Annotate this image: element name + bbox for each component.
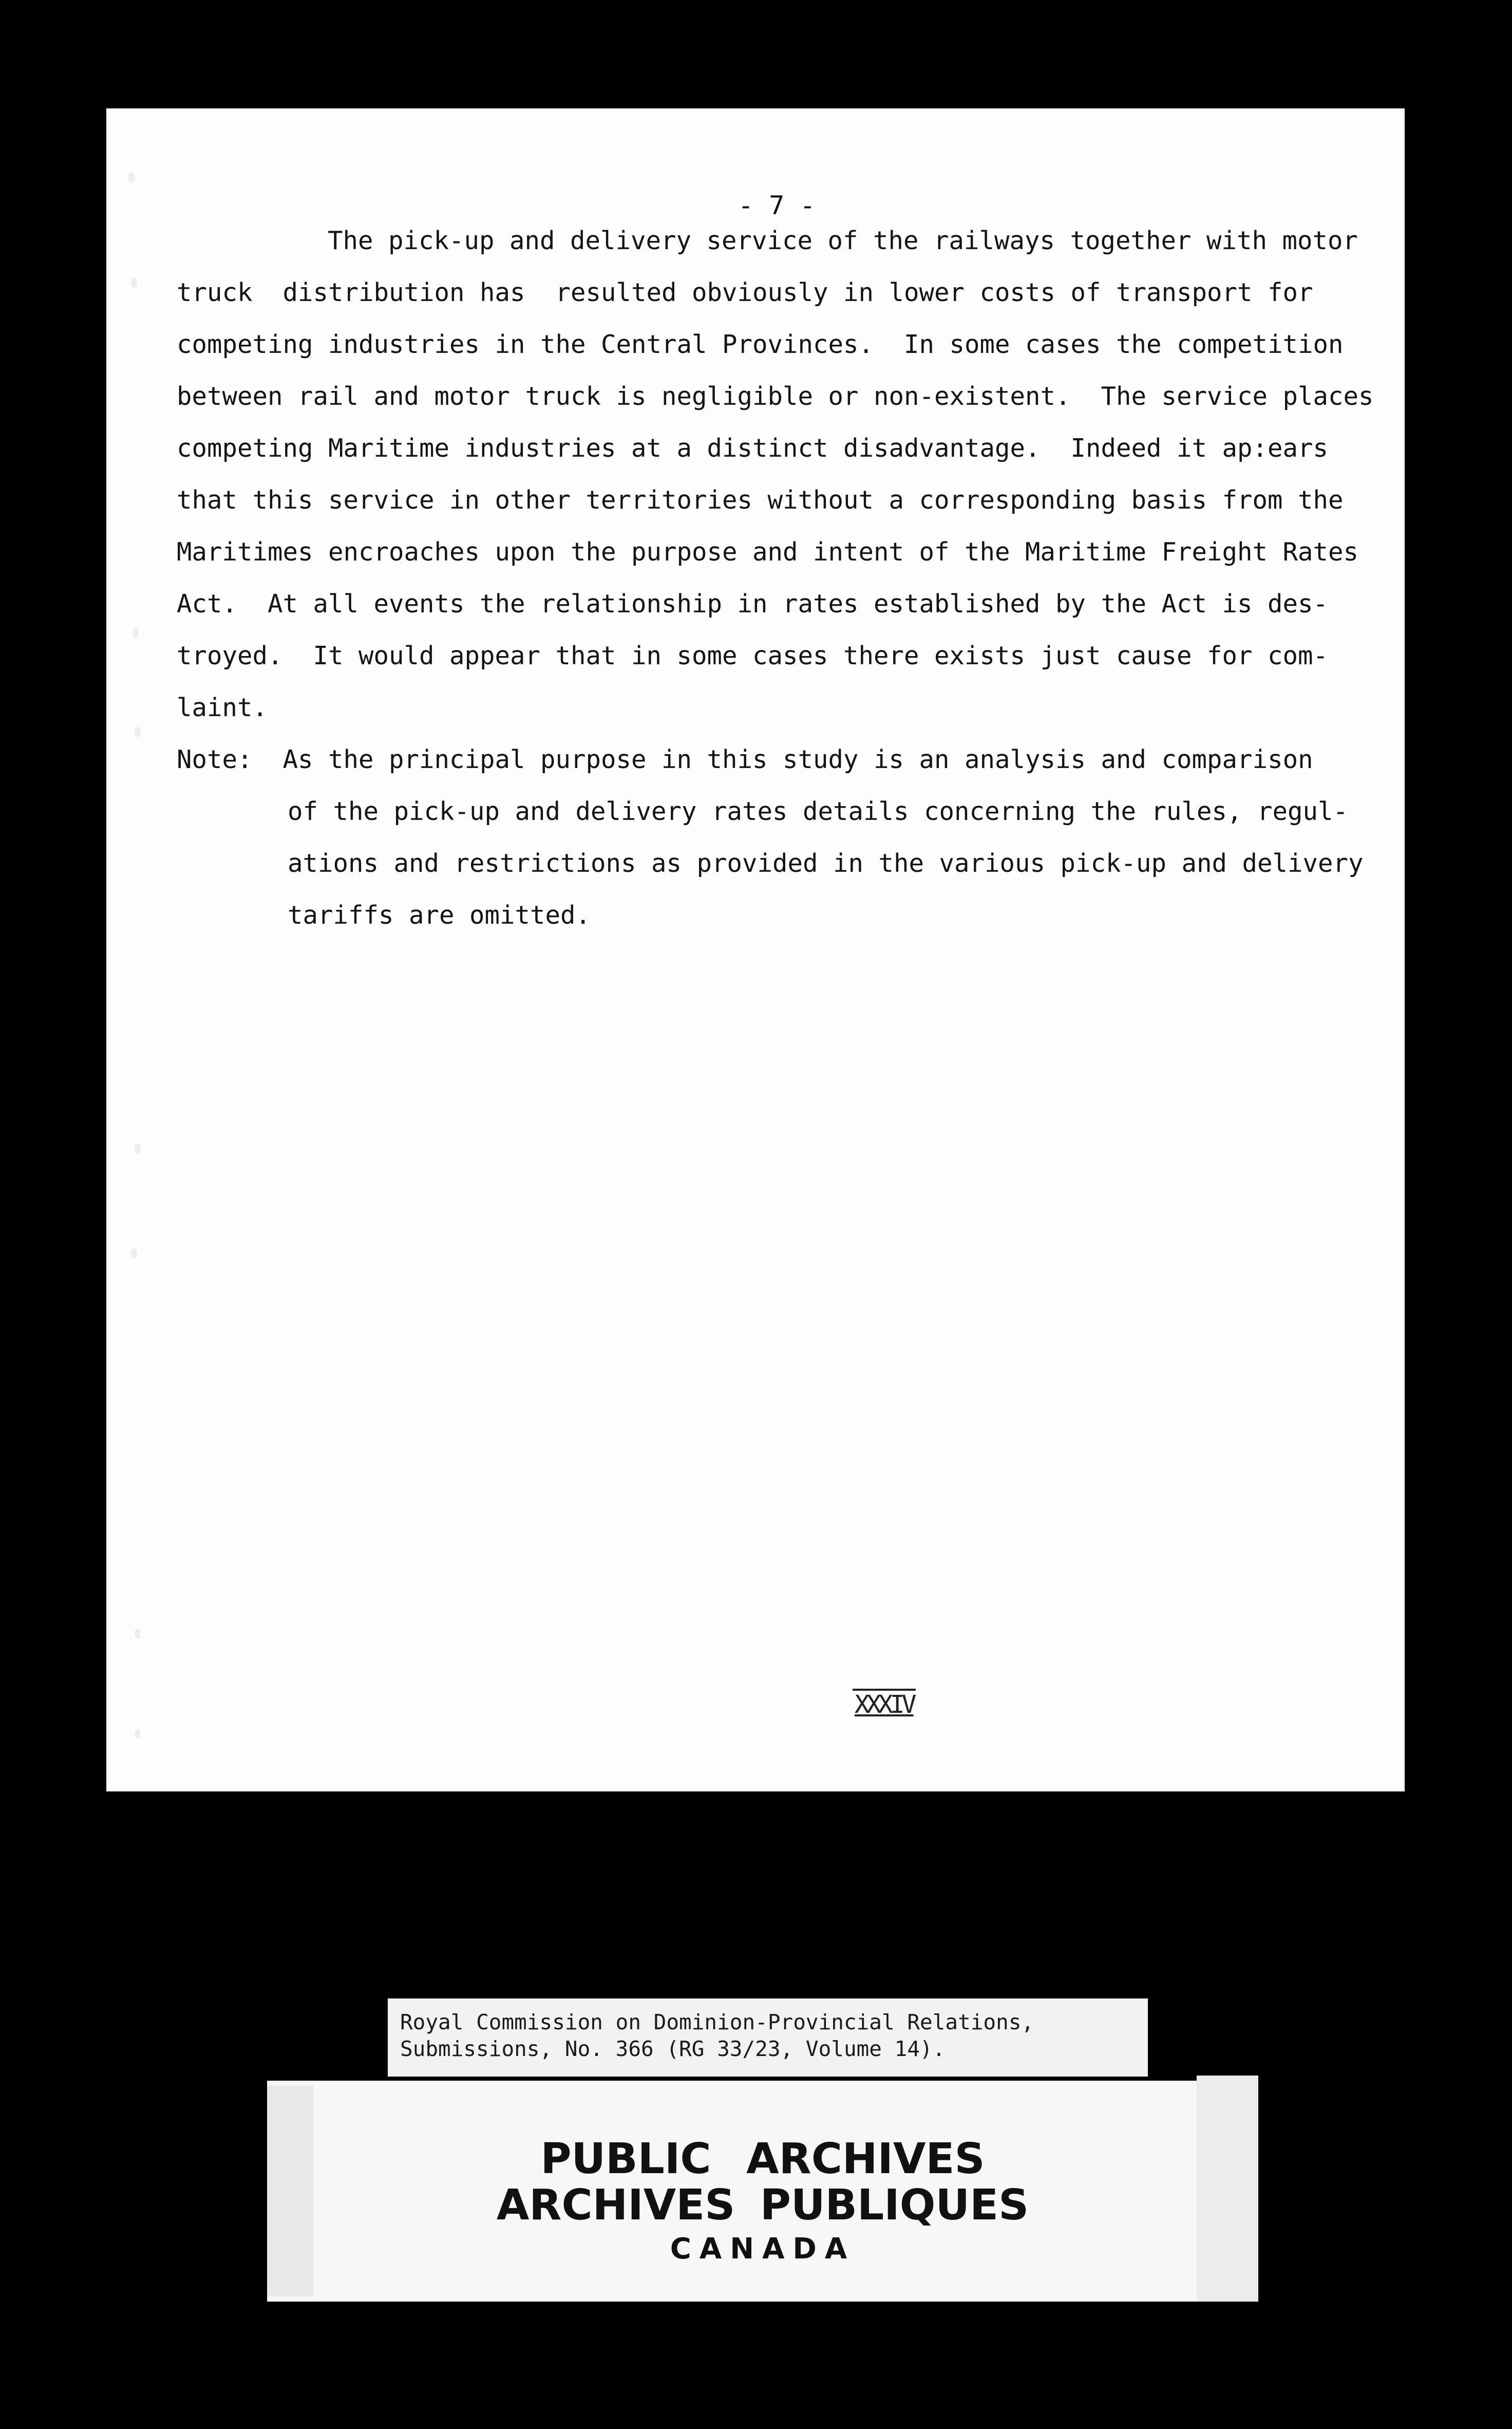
page-number: - 7 - xyxy=(738,191,816,220)
note-line: tariffs are omitted. xyxy=(288,901,591,930)
note-line: of the pick-up and delivery rates details concerning the rules, regul- xyxy=(288,797,1349,826)
citation-card xyxy=(388,1998,1148,2077)
note-text: As the principal purpose in this study is an analysis and comparison xyxy=(282,745,1313,774)
note-line: ations and restrictions as provided in the various pick-up and delivery xyxy=(288,849,1364,878)
paragraph-line: that this service in other territories without a corresponding basis from the xyxy=(177,485,1344,515)
punch-hole xyxy=(135,1629,141,1639)
citation-line: Submissions, No. 366 (RG 33/23, Volume 14). xyxy=(400,2036,946,2061)
paragraph-line: The pick-up and delivery service of the railways together with motor xyxy=(328,226,1358,255)
stamp-country: CANADA xyxy=(670,2232,856,2266)
body-text xyxy=(177,215,1389,941)
paragraph-line: competing industries in the Central Provinces. In some cases the competition xyxy=(177,330,1344,359)
paragraph-line: competing Maritime industries at a distinct disadvantage. Indeed it ap:ears xyxy=(177,434,1329,463)
punch-hole xyxy=(131,277,137,288)
paragraph-line: troyed. It would appear that in some cases there exists just cause for com- xyxy=(177,641,1329,670)
paragraph-line: between rail and motor truck is negligible or non-existent. The service places xyxy=(177,382,1374,411)
punch-hole xyxy=(135,727,141,737)
punch-hole xyxy=(133,628,139,638)
paragraph-line: truck distribution has resulted obviously in lower costs of transport for xyxy=(177,278,1313,307)
stamp-title-french: ARCHIVES PUBLIQUES xyxy=(496,2181,1029,2230)
footer-mark: XXXIV xyxy=(853,1689,916,1718)
paragraph-line: Act. At all events the relationship in rates established by the Act is des- xyxy=(177,589,1329,619)
punch-hole xyxy=(128,172,135,182)
punch-hole xyxy=(135,1143,141,1153)
paragraph-line: laint. xyxy=(177,693,268,722)
citation-line: Royal Commission on Dominion-Provincial Relations, xyxy=(400,2010,1034,2034)
punch-hole xyxy=(131,1248,137,1259)
note-label: Note: xyxy=(177,745,253,774)
note-line xyxy=(177,734,1389,786)
punch-hole xyxy=(135,1729,141,1739)
stamp-title-english: PUBLIC ARCHIVES xyxy=(540,2135,985,2183)
paragraph-line: Maritimes encroaches upon the purpose and intent of the Maritime Freight Rates xyxy=(177,537,1359,567)
document-page xyxy=(106,108,1405,1791)
